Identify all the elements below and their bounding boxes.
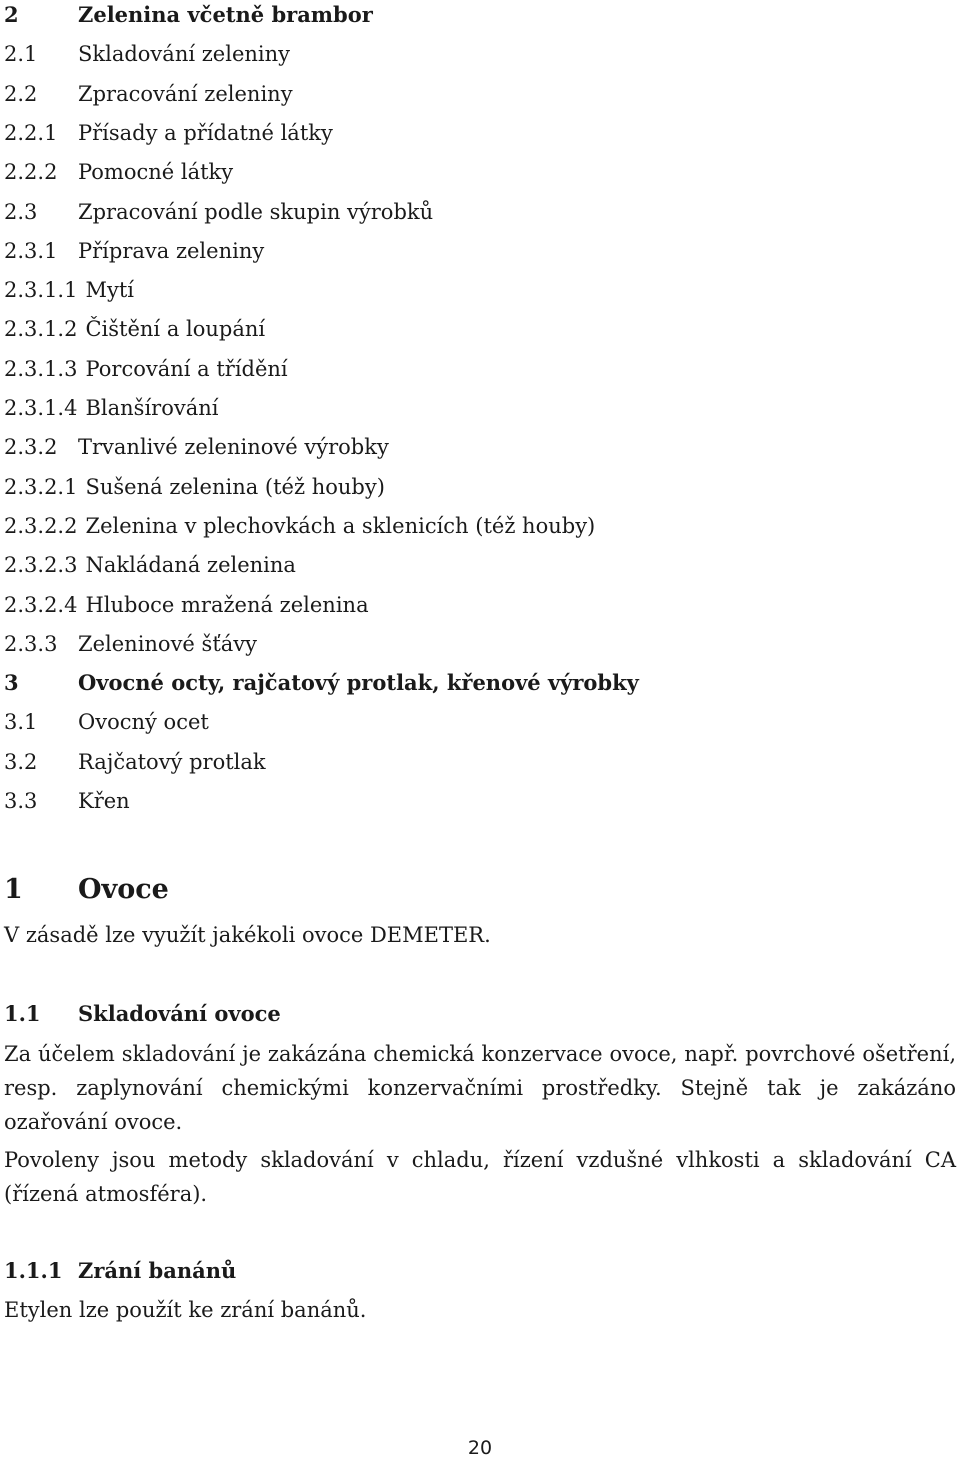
- toc-entry: [4, 393, 218, 423]
- toc-entry-number: 2.1: [4, 42, 38, 67]
- toc-entry: [4, 629, 257, 659]
- toc-entry-number: 2.3.2.3: [4, 553, 78, 578]
- toc-entry-title: Zpracování zeleniny: [78, 81, 293, 106]
- toc-entry-title: Křen: [78, 789, 130, 813]
- toc-entry-title: Ovocné octy, rajčatový protlak, křenové výrobky: [78, 670, 639, 696]
- toc-entry-title: Zelenina v plechovkách a sklenicích (též houby): [85, 513, 596, 538]
- toc-entry-number: 2.3.1: [4, 238, 58, 263]
- heading-number: 1: [4, 874, 23, 905]
- toc-entry: [4, 0, 373, 30]
- heading-title: Skladování ovoce: [78, 1001, 281, 1026]
- toc-entry-title: Pomocné látky: [78, 160, 234, 185]
- page-number: 20: [467, 1437, 493, 1459]
- toc-entry-title: Rajčatový protlak: [78, 749, 266, 774]
- toc-entry-number: 2.3.3: [4, 631, 58, 656]
- toc-entry: [4, 707, 209, 737]
- toc-entry: [4, 550, 296, 580]
- toc-entry: [4, 197, 433, 227]
- paragraph-storage-restrictions: Za účelem skladování je zakázána chemická konzervace ovoce, např. povrchové ošetření, resp. zaplynování chemickými konzervačními prostředky. Stejně tak je zakázáno ozařování ovoce.: [4, 1042, 956, 1134]
- toc-entry-number: 2.3: [4, 199, 38, 224]
- heading-number: 1.1: [4, 1001, 41, 1026]
- toc-entry-title: Ovocný ocet: [78, 710, 209, 735]
- toc-entry-title: Nakládaná zelenina: [85, 553, 296, 578]
- document-page: [4, 0, 956, 1460]
- toc-entry-number: 2: [4, 2, 19, 27]
- paragraph-banana-ripening: Etylen lze použít ke zrání banánů.: [4, 1298, 367, 1322]
- toc-entry-title: Zelenina včetně brambor: [78, 2, 373, 27]
- toc-entry-title: Trvanlivé zeleninové výrobky: [78, 435, 389, 460]
- heading-title: Ovoce: [78, 874, 169, 905]
- toc-entry-title: Čištění a loupání: [85, 317, 266, 342]
- toc-entry-number: 3.2: [4, 749, 38, 774]
- toc-entry-number: 2.3.2.2: [4, 513, 78, 538]
- paragraph-intro: V zásadě lze využít jakékoli ovoce DEMETER.: [4, 923, 491, 947]
- toc-entry-title: Skladování zeleniny: [78, 42, 290, 67]
- toc-entry-title: Porcování a třídění: [85, 356, 288, 381]
- toc-entry-number: 3.1: [4, 710, 38, 735]
- toc-entry: [4, 472, 385, 502]
- paragraph-storage-allowed: Povoleny jsou metody skladování v chladu, řízení vzdušné vlhkosti a skladování CA (řízená atmosféra).: [4, 1148, 956, 1206]
- toc-entry: [4, 668, 639, 698]
- toc-entry: [4, 590, 369, 620]
- heading-skladovani-ovoce: [4, 999, 281, 1029]
- toc-entry-number: 2.2.1: [4, 120, 58, 145]
- toc-entry-number: 2.3.2: [4, 435, 58, 460]
- toc-entry-number: 2.3.2.4: [4, 592, 78, 617]
- toc-entry-title: Přísady a přídatné látky: [78, 120, 333, 145]
- toc-entry-title: Zeleninové šťávy: [78, 631, 258, 656]
- toc-entry-title: Příprava zeleniny: [78, 238, 265, 263]
- toc-entry: [4, 236, 264, 266]
- toc-entry-number: 2.2.2: [4, 160, 58, 185]
- toc-entry-number: 3.3: [4, 789, 38, 813]
- toc-entry: [4, 747, 266, 777]
- toc-entry: [4, 432, 389, 462]
- toc-entry-title: Blanšírování: [85, 396, 219, 420]
- toc-entry-title: Sušená zelenina (též houby): [85, 474, 385, 499]
- toc-entry: [4, 314, 265, 344]
- heading-zrani-bananu: [4, 1256, 236, 1286]
- toc-entry-number: 2.3.2.1: [4, 474, 78, 499]
- toc-entry: [4, 39, 290, 69]
- heading-number: 1.1.1: [4, 1258, 63, 1283]
- toc-entry-number: 2.3.1.2: [4, 317, 78, 342]
- toc-entry: [4, 275, 134, 305]
- toc-entry: [4, 79, 293, 109]
- heading-ovoce: [4, 872, 169, 908]
- toc-entry-title: Mytí: [85, 278, 135, 303]
- toc-entry-number: 3: [4, 670, 19, 696]
- toc-entry: [4, 157, 233, 187]
- toc-entry-number: 2.3.1.1: [4, 278, 78, 303]
- toc-entry: [4, 354, 288, 384]
- toc-entry-number: 2.3.1.4: [4, 396, 78, 420]
- toc-entry: [4, 511, 595, 541]
- toc-entry: [4, 786, 130, 816]
- toc-entry-title: Hluboce mražená zelenina: [85, 592, 369, 617]
- toc-entry-number: 2.3.1.3: [4, 356, 78, 381]
- toc-entry-number: 2.2: [4, 81, 38, 106]
- toc-entry-title: Zpracování podle skupin výrobků: [78, 199, 434, 224]
- heading-title: Zrání banánů: [78, 1258, 237, 1283]
- toc-entry: [4, 118, 333, 148]
